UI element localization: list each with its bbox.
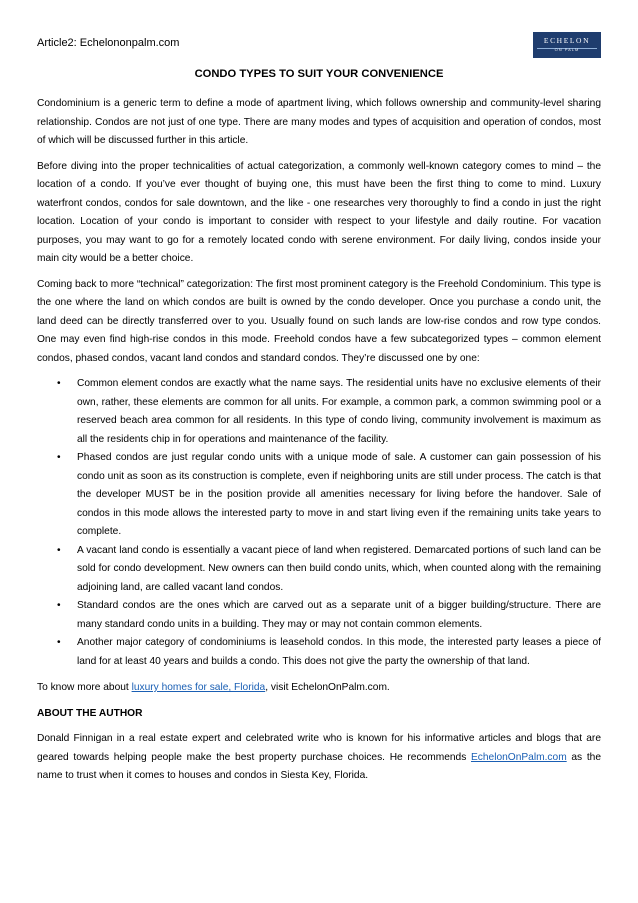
list-item-text: Common element condos are exactly what the name says. The residential units have no exclusive elements of their own, rather, these elements are common for all units. For example, a common park, a common swimming pool or a reserved beach area common for all residents. In this type of condo living, community involvement is maximum as all the residents chip in for operations and maintenance of the facility. [77,378,601,445]
logo-subtext: ON PALM [554,47,580,52]
bullet-icon: • [57,544,61,556]
list-item [57,634,601,671]
list-item [57,542,601,598]
list-item-text: Phased condos are just regular condo units with a unique mode of sale. A customer can gain possession of his condo unit as soon as its construction is complete, even if neighboring units are still under process. The catch is that the developer MUST be in the position provide all amenities necessary for living before the handover. Sale of condos in this mode allows the interested party to move in and start living even if the remaining units take years to complete. [77,452,601,537]
echelon-logo [533,32,601,58]
luxury-homes-link[interactable]: luxury homes for sale, Florida [131,682,266,693]
author-text-before: Donald Finnigan in a real estate expert and celebrated write who is known for his informative articles and blogs that are geared towards helping people make the best property purchase choices. He recommends [37,733,601,763]
bullet-icon: • [57,600,61,611]
author-heading: ABOUT THE AUTHOR [37,707,143,719]
echelononpalm-link[interactable]: EchelonOnPalm.com [470,751,567,763]
list-item [57,375,601,449]
bullet-icon: • [57,452,61,463]
list-item-text: A vacant land condo is essentially a vacant piece of land when registered. Demarcated portions of such land can be sold for condo development. New owners can then build condo units, which, when counted along with the remaining adjoining land, are called vacant land condos. [77,544,601,593]
bullet-icon: • [57,637,61,648]
bullet-icon: • [57,378,61,389]
know-more-suffix: , visit EchelonOnPalm.com. [265,682,390,693]
paragraph-author [37,730,601,786]
header-label: Article2: Echelononpalm.com [37,37,180,49]
list-item [57,597,601,634]
article-title: CONDO TYPES TO SUIT YOUR CONVENIENCE [194,68,444,80]
paragraph-technical: Coming back to more “technical” categorization: The first most prominent category is the Freehold Condominium. This type is the one where the land on which condos are built is owned by the condo developer. Once you purchase a condo unit, the land deed can be directly transferred over to you. Usually found on such lands are low-rise condos and row type condos. One may even find high-rise condos in this mode. Freehold condos have a few subcategorized types – common element condos, phased condos, vacant land condos and standard condos. They’re discussed one by one: [37,278,601,364]
know-more-prefix: To know more about [37,682,132,693]
article-body [37,95,601,793]
paragraph-location: Before diving into the proper technicalities of actual categorization, a commonly well-known category comes to mind – the location of a condo. If you’ve ever thought of buying one, this must have been the first thing to come to mind. Luxury waterfront condos, condos for sale downtown, and the like - one researches very thoroughly to find a condo in just the right location. Location of your condo is important to consider with respect to your lifestyle and daily routine. For vacation purposes, you may want to go for a remotely located condo with serene environment. For daily living, condos inside your main city would be a better choice. [37,160,601,264]
list-item-text: Another major category of condominiums is leasehold condos. In this mode, the interested party leases a piece of land for at least 40 years and builds a condo. This does not give the party the ownership of that land. [77,637,601,667]
list-item [57,449,601,542]
paragraph-intro: Condominium is a generic term to define a mode of apartment living, which follows ownership and community-level sharing relationship. Condos are not just of one type. There are many modes and types of acquisition and operation of condos, most of which will be discussed further in this article. [37,98,601,146]
author-text-after: as the name to trust when it comes to houses and condos in Siesta Key, Florida. [37,751,601,781]
paragraph-know-more [37,679,601,698]
list-item-text: Standard condos are the ones which are carved out as a separate unit of a bigger building/structure. There are many standard condo units in a building. They may or may not contain common elements. [77,600,601,630]
condo-types-list [37,375,601,671]
logo-text: ECHELON [543,36,591,45]
